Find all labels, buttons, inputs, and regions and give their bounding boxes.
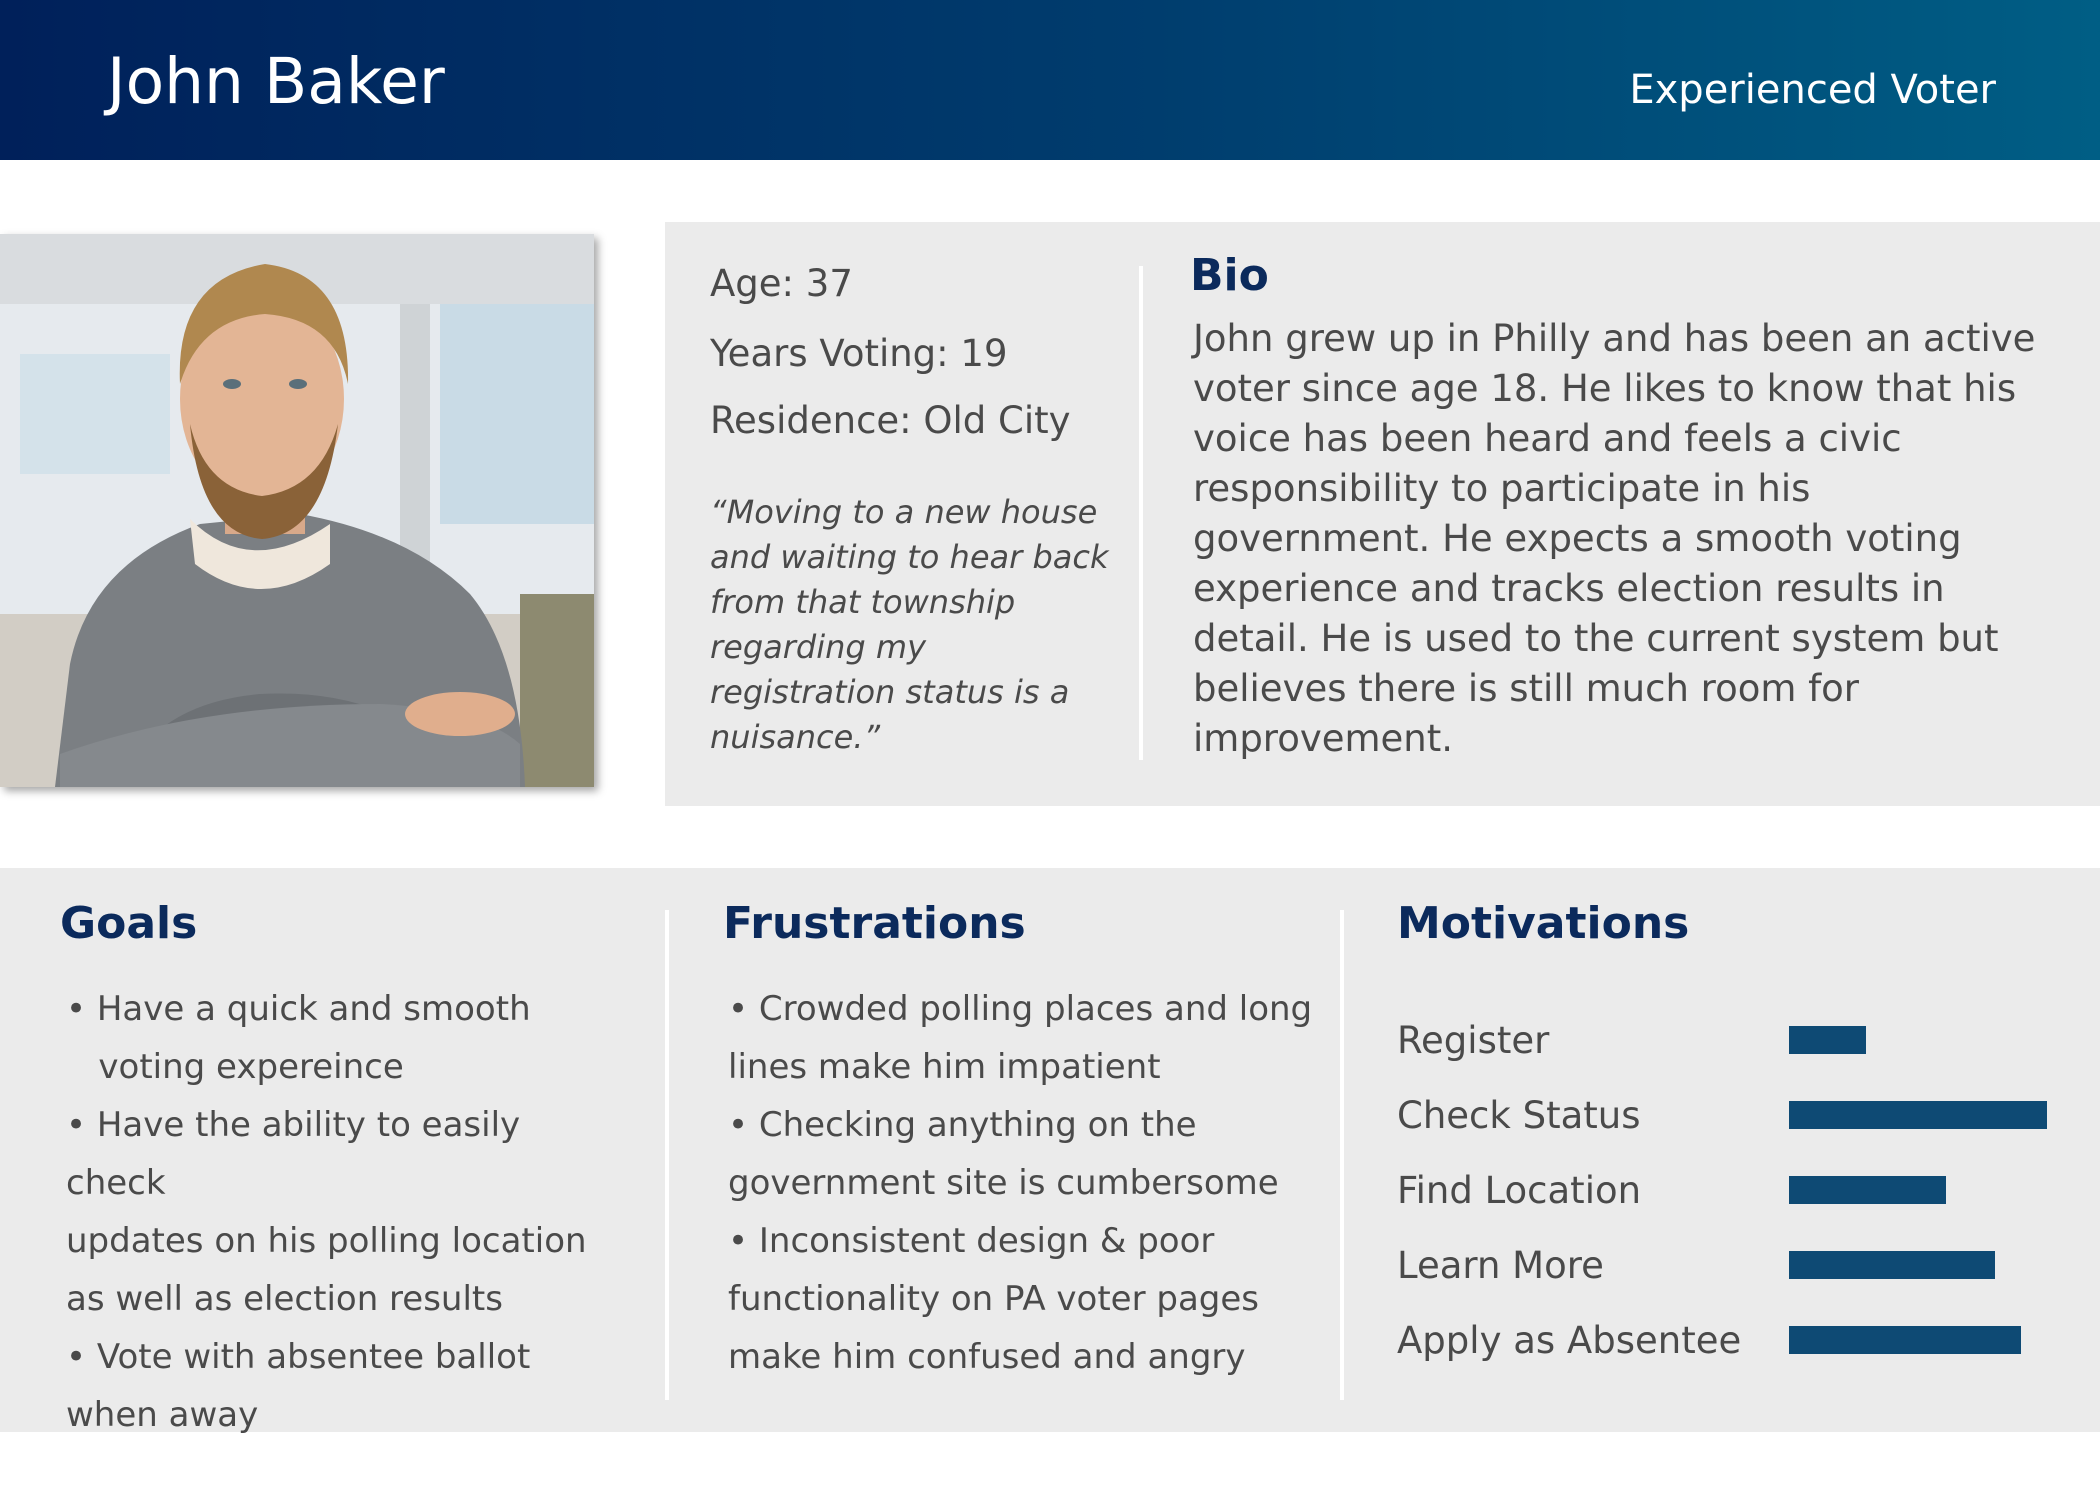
list-item: • Checking anything on the bbox=[728, 1105, 1197, 1145]
motivations-title: Motivations bbox=[1397, 898, 1690, 949]
age-fact: Age: 37 bbox=[710, 262, 853, 305]
quote-line: and waiting to hear back bbox=[710, 538, 1109, 576]
persona-role: Experienced Voter bbox=[1629, 67, 1996, 113]
motivation-row-find-location bbox=[1397, 1160, 2077, 1224]
bio-line: government. He expects a smooth voting bbox=[1193, 517, 1962, 560]
persona-photo bbox=[0, 234, 594, 787]
list-item: lines make him impatient bbox=[728, 1047, 1161, 1087]
list-item: • Crowded polling places and long bbox=[728, 989, 1313, 1029]
list-item: functionality on PA voter pages bbox=[728, 1279, 1260, 1319]
column-divider bbox=[1340, 910, 1344, 1400]
motivation-label: Check Status bbox=[1397, 1094, 1641, 1137]
quote-line: nuisance.” bbox=[710, 718, 881, 756]
list-item: • Vote with absentee ballot bbox=[66, 1337, 531, 1377]
quote-line: “Moving to a new house bbox=[710, 493, 1098, 531]
column-divider bbox=[665, 910, 669, 1400]
motivation-label: Apply as Absentee bbox=[1397, 1319, 1742, 1362]
bio-line: voice has been heard and feels a civic bbox=[1193, 417, 1902, 460]
frustrations-list bbox=[728, 980, 1318, 1386]
list-item: • Have the ability to easily check bbox=[66, 1105, 521, 1203]
quote-line: registration status is a bbox=[710, 673, 1070, 711]
frustrations-title: Frustrations bbox=[723, 898, 1026, 949]
motivation-row-check-status bbox=[1397, 1085, 2077, 1149]
persona-facts bbox=[710, 260, 1140, 445]
goals-title: Goals bbox=[60, 898, 198, 949]
bio-line: experience and tracks election results in bbox=[1193, 567, 1945, 610]
goals-list bbox=[66, 980, 626, 1444]
bio-line: voter since age 18. He likes to know that his bbox=[1193, 367, 2017, 410]
list-item: when away bbox=[66, 1395, 259, 1435]
motivation-label: Find Location bbox=[1397, 1169, 1642, 1212]
info-panel bbox=[665, 222, 2100, 806]
details-panel bbox=[0, 868, 2100, 1435]
info-divider bbox=[1139, 266, 1143, 760]
motivation-bar bbox=[1789, 1026, 1866, 1054]
years-voting-fact: Years Voting: 19 bbox=[710, 332, 1008, 375]
motivation-bar bbox=[1789, 1251, 1995, 1279]
bio-line: responsibility to participate in his bbox=[1193, 467, 1811, 510]
bio-text bbox=[1193, 314, 2073, 764]
motivation-row-apply-absentee bbox=[1397, 1310, 2077, 1374]
motivation-label: Learn More bbox=[1397, 1244, 1604, 1287]
person-portrait-image bbox=[0, 234, 594, 787]
motivation-bar bbox=[1789, 1176, 1946, 1204]
bio-line: John grew up in Philly and has been an active bbox=[1193, 317, 2036, 360]
bio-line: believes there is still much room for bbox=[1193, 667, 1860, 710]
list-item: voting expereince bbox=[66, 1047, 404, 1087]
list-item: • Have a quick and smooth bbox=[66, 989, 531, 1029]
bio-title: Bio bbox=[1190, 250, 1269, 301]
motivation-bar bbox=[1789, 1326, 2021, 1354]
motivation-row-learn-more bbox=[1397, 1235, 2077, 1299]
bio-line: improvement. bbox=[1193, 717, 1454, 760]
residence-fact: Residence: Old City bbox=[710, 399, 1071, 442]
motivation-row-register bbox=[1397, 1010, 2077, 1074]
quote-line: regarding my bbox=[710, 628, 926, 666]
bio-line: detail. He is used to the current system but bbox=[1193, 617, 1999, 660]
persona-name: John Baker bbox=[107, 45, 445, 118]
list-item: • Inconsistent design & poor bbox=[728, 1221, 1215, 1261]
list-item: updates on his polling location bbox=[66, 1221, 587, 1261]
quote-line: from that township bbox=[710, 583, 1016, 621]
list-item: as well as election results bbox=[66, 1279, 503, 1319]
persona-header bbox=[0, 0, 2100, 160]
persona-quote bbox=[710, 490, 1130, 760]
motivation-bar bbox=[1789, 1101, 2047, 1129]
motivation-label: Register bbox=[1397, 1019, 1550, 1062]
list-item: make him confused and angry bbox=[728, 1337, 1246, 1377]
list-item: government site is cumbersome bbox=[728, 1163, 1279, 1203]
